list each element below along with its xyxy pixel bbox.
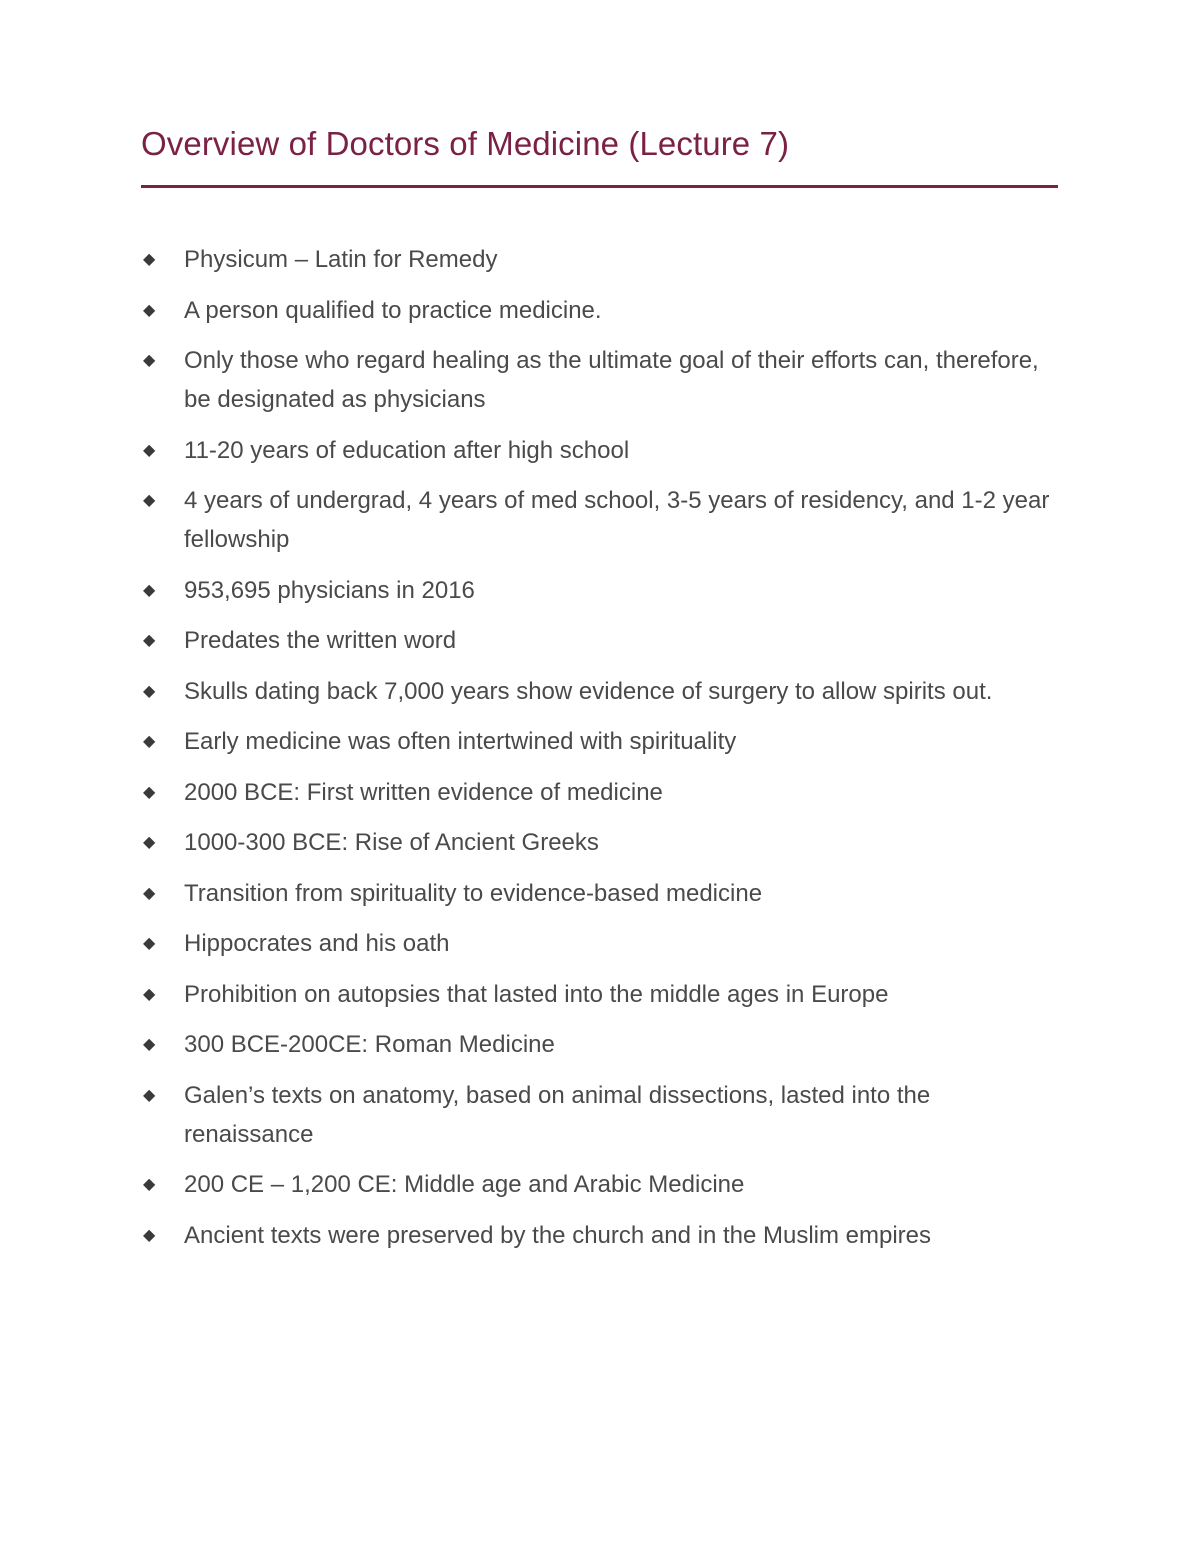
list-item	[141, 571, 1061, 610]
list-item	[141, 240, 1061, 279]
bullet-icon: ◆	[143, 985, 156, 1003]
list-item-text: 953,695 physicians in 2016	[184, 576, 475, 604]
list-item-text: Skulls dating back 7,000 years show evidence of surgery to allow spirits out.	[184, 677, 993, 705]
list-item	[141, 341, 1061, 419]
list-item-text: 300 BCE-200CE: Roman Medicine	[184, 1031, 555, 1058]
list-item	[141, 823, 1061, 862]
list-item	[141, 1165, 1061, 1204]
list-item-text: 2000 BCE: First written evidence of medicine	[184, 778, 663, 806]
list-item	[141, 722, 1061, 761]
bullet-icon: ◆	[143, 492, 156, 509]
list-item-text: A person qualified to practice medicine.	[184, 296, 602, 324]
bullet-icon: ◆	[143, 1036, 156, 1053]
bullet-icon: ◆	[143, 1226, 156, 1244]
list-item	[141, 481, 1061, 559]
bullet-icon: ◆	[143, 352, 156, 369]
list-item-text: Hippocrates and his oath	[184, 930, 450, 957]
list-item	[141, 621, 1061, 660]
list-item	[141, 773, 1061, 812]
bullet-icon: ◆	[143, 682, 156, 700]
list-item-text: 4 years of undergrad, 4 years of med school, 3-5 years of residency, and 1-2 year fellowship	[184, 487, 1050, 553]
list-item	[141, 431, 1061, 470]
bullet-icon: ◆	[143, 441, 156, 459]
bullet-icon: ◆	[143, 834, 156, 851]
list-item-text: Ancient texts were preserved by the church and in the Muslim empires	[184, 1221, 932, 1249]
bullet-icon: ◆	[143, 581, 156, 599]
list-item	[141, 1025, 1061, 1064]
list-item-text: 200 CE – 1,200 CE: Middle age and Arabic Medicine	[184, 1171, 745, 1198]
list-item-text: Prohibition on autopsies that lasted into the middle ages in Europe	[184, 980, 889, 1008]
bullet-icon: ◆	[143, 935, 156, 952]
list-item	[141, 874, 1061, 913]
title-underline	[141, 185, 1058, 188]
bullet-icon: ◆	[143, 1086, 156, 1104]
bullet-list	[141, 240, 1061, 1266]
list-item-text: Only those who regard healing as the ultimate goal of their efforts can, therefore, be designated as physicians	[184, 347, 1039, 413]
list-item-text: Early medicine was often intertwined with spirituality	[184, 728, 737, 755]
bullet-icon: ◆	[143, 301, 156, 319]
bullet-icon: ◆	[143, 251, 156, 268]
bullet-icon: ◆	[143, 783, 156, 801]
list-item	[141, 672, 1061, 711]
list-item-text: Galen’s texts on anatomy, based on animal dissections, lasted into the renaissance	[184, 1081, 931, 1148]
list-item	[141, 924, 1061, 963]
list-item	[141, 1076, 1061, 1154]
list-item-text: 1000-300 BCE: Rise of Ancient Greeks	[184, 829, 599, 856]
list-item-text: Physicum – Latin for Remedy	[184, 246, 498, 273]
list-item-text: Predates the written word	[184, 627, 457, 654]
list-item-text: Transition from spirituality to evidence-based medicine	[184, 879, 763, 907]
list-item	[141, 1216, 1061, 1255]
list-item	[141, 975, 1061, 1014]
bullet-icon: ◆	[143, 1176, 156, 1193]
list-item-text: 11-20 years of education after high school	[184, 436, 630, 464]
page-title: Overview of Doctors of Medicine (Lecture 7)	[141, 125, 790, 162]
bullet-icon: ◆	[143, 632, 156, 649]
list-item	[141, 291, 1061, 330]
bullet-icon: ◆	[143, 884, 156, 902]
bullet-icon: ◆	[143, 733, 156, 750]
